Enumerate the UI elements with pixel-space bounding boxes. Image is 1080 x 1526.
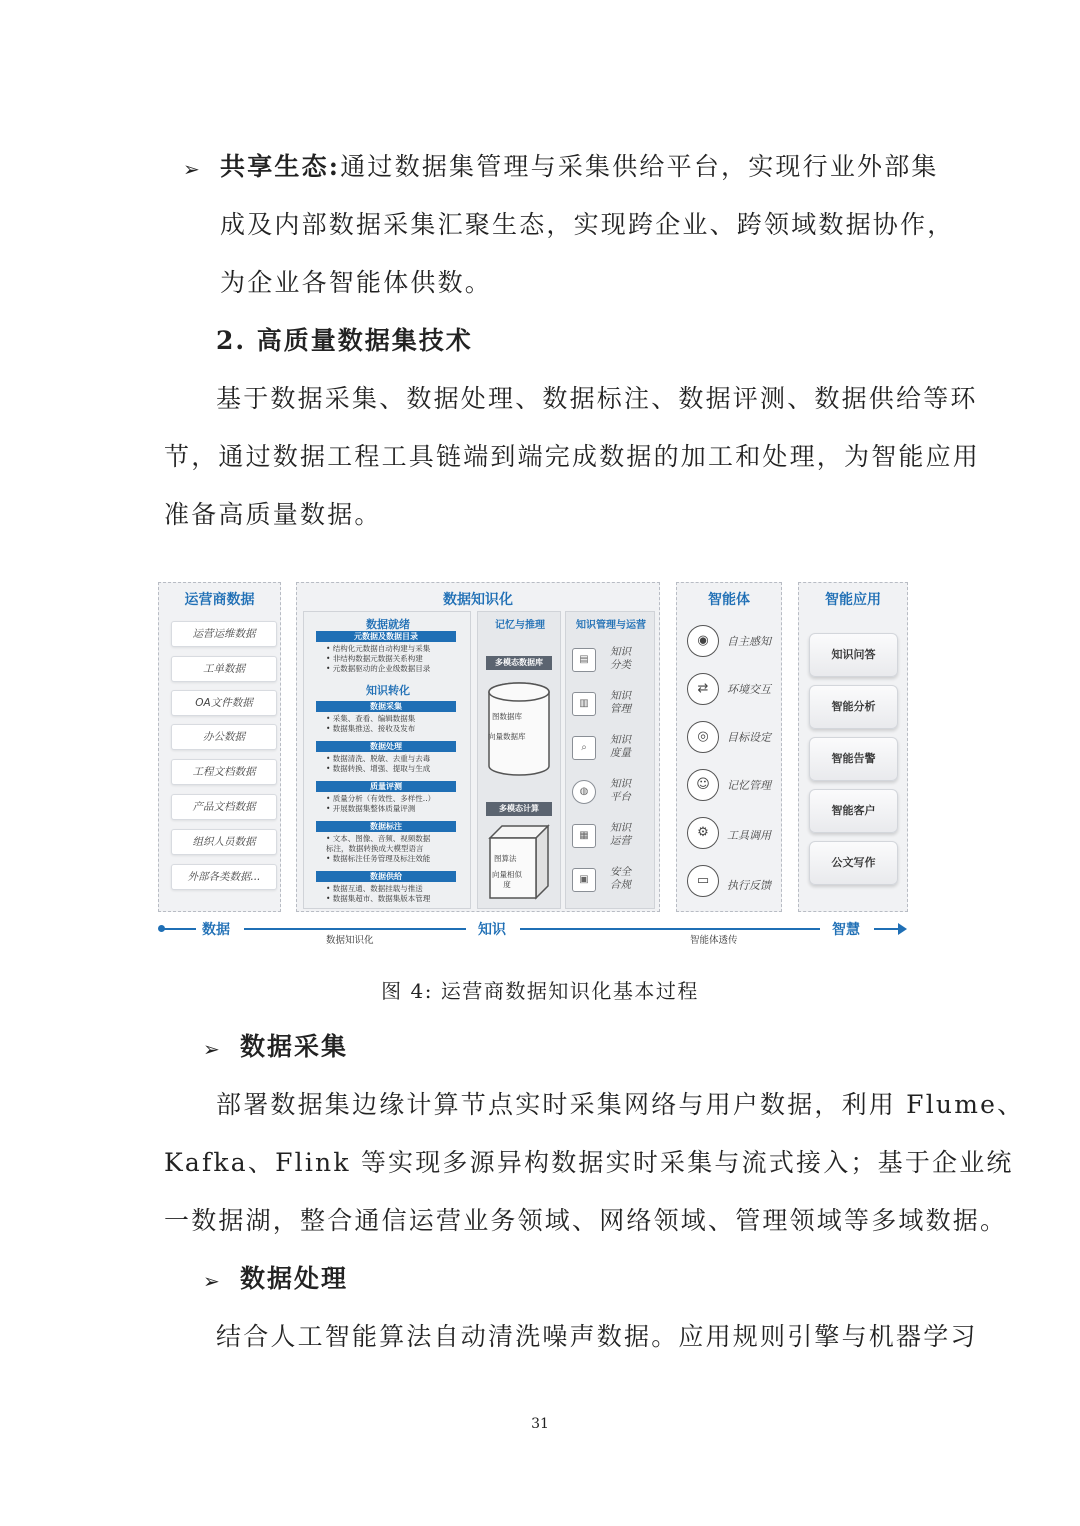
bullet-text: • 数据集推送、接收及发布 bbox=[326, 724, 416, 733]
column-smart-apps bbox=[798, 582, 908, 912]
bar-process: 数据处理 bbox=[316, 741, 456, 752]
km-item: 知识运营 bbox=[610, 822, 631, 847]
agent-item: 目标设定 bbox=[727, 731, 771, 744]
document-icon: ▤ bbox=[572, 648, 596, 672]
knowledge-mgmt-title: 知识管理与运营 bbox=[576, 620, 646, 631]
bullet-icon: ➢ bbox=[183, 157, 200, 181]
vector-similarity-label: 向量相似度 bbox=[492, 870, 522, 889]
memory-title: 记忆与推理 bbox=[495, 620, 545, 631]
app-item: 知识问答 bbox=[809, 633, 898, 677]
section4-line1: 结合人工智能算法自动清洗噪声数据。应用规则引擎与机器学习 bbox=[216, 1322, 978, 1351]
multimodal-db-tag: 多模态数据库 bbox=[486, 656, 552, 670]
bullet-text: • 非结构数据元数据关系构建 bbox=[326, 654, 423, 663]
flow-line bbox=[520, 928, 820, 930]
section1-text1: 通过数据集管理与采集供给平台，实现行业外部集 bbox=[340, 152, 939, 181]
shield-document-icon: ▣ bbox=[572, 868, 596, 892]
column-title: 智能体 bbox=[708, 592, 750, 608]
km-item: 知识管理 bbox=[610, 690, 631, 715]
flow-word-data: 数据 bbox=[202, 922, 230, 938]
source-item: 运营运维数据 bbox=[171, 621, 277, 647]
para2-line1: 基于数据采集、数据处理、数据标注、数据评测、数据供给等环 bbox=[216, 384, 978, 413]
tool-head-icon: ⚙ bbox=[687, 817, 719, 849]
bullet-text: • 文本、图像、音频、视频数据 bbox=[326, 834, 431, 843]
section3-line2: Kafka、Flink 等实现多源异构数据实时采集与流式接入；基于企业统 bbox=[164, 1148, 1014, 1177]
bullet-text: • 结构化元数据自动构建与采集 bbox=[326, 644, 431, 653]
app-item: 智能分析 bbox=[809, 685, 898, 729]
page-number: 31 bbox=[531, 1416, 549, 1432]
chart-icon: ▦ bbox=[572, 824, 596, 848]
flow-word-knowledge: 知识 bbox=[478, 922, 506, 938]
section1-line1 bbox=[220, 150, 939, 184]
bullet-text: • 采集、查看、编辑数据集 bbox=[326, 714, 416, 723]
km-item: 知识分类 bbox=[610, 646, 631, 671]
source-item: 组织人员数据 bbox=[171, 829, 277, 855]
app-item: 智能告警 bbox=[809, 737, 898, 781]
bullet-icon: ➢ bbox=[203, 1037, 220, 1061]
flow-line bbox=[874, 928, 900, 930]
column-title: 数据知识化 bbox=[443, 592, 513, 608]
source-item: OA文件数据 bbox=[171, 690, 277, 716]
target-icon: ◎ bbox=[687, 721, 719, 753]
graph-algorithm-label: 图算法 bbox=[494, 854, 517, 863]
app-item: 公文写作 bbox=[809, 841, 898, 885]
agent-item: 记忆管理 bbox=[727, 779, 771, 792]
para2-line2: 节，通过数据工程工具链端到端完成数据的加工和处理，为智能应用 bbox=[164, 442, 981, 471]
bullet-text: 标注，数据转换成大模型语言 bbox=[326, 844, 424, 853]
bullet-text: • 质量分析（有效性、多样性..） bbox=[326, 794, 436, 803]
graph-db-label: 图数据库 bbox=[492, 712, 522, 721]
document-icon: ▥ bbox=[572, 692, 596, 716]
flow-word-wisdom: 智慧 bbox=[832, 922, 860, 938]
bar-supply: 数据供给 bbox=[316, 871, 456, 882]
memory-reasoning-panel bbox=[477, 611, 561, 909]
database-cylinder-icon bbox=[484, 680, 554, 780]
km-item: 安全合规 bbox=[610, 866, 631, 891]
section1-line3: 为企业各智能体供数。 bbox=[220, 268, 493, 297]
memory-head-icon: ☺ bbox=[687, 769, 719, 801]
column-data-knowledge bbox=[296, 582, 660, 912]
data-ready-panel bbox=[303, 611, 471, 909]
column-agent bbox=[676, 582, 782, 912]
multimodal-compute-tag: 多模态计算 bbox=[486, 802, 552, 816]
bullet-text: • 元数据驱动的企业级数据目录 bbox=[326, 664, 431, 673]
section1-term: 共享生态: bbox=[220, 152, 341, 181]
flow-line bbox=[244, 928, 466, 930]
flow-line bbox=[164, 928, 196, 930]
column-title: 智能应用 bbox=[825, 592, 881, 608]
process-figure bbox=[158, 580, 908, 950]
section4-heading: 数据处理 bbox=[240, 1264, 349, 1293]
km-item: 知识平台 bbox=[610, 778, 631, 803]
agent-item: 工具调用 bbox=[727, 829, 771, 842]
bullet-icon: ➢ bbox=[203, 1269, 220, 1293]
bullet-text: • 数据集超市、数据集版本管理 bbox=[326, 894, 431, 903]
section3-line3: 一数据湖，整合通信运营业务领域、网络领域、管理领域等多域数据。 bbox=[164, 1206, 1008, 1235]
bullet-text: • 数据转换、增强、提取与生成 bbox=[326, 764, 431, 773]
flow-sub-label: 数据知识化 bbox=[326, 935, 374, 946]
knowledge-mgmt-panel bbox=[565, 611, 655, 909]
source-item: 产品文档数据 bbox=[171, 794, 277, 820]
column-title: 运营商数据 bbox=[184, 592, 255, 608]
section-heading: 2. 高质量数据集技术 bbox=[216, 326, 473, 355]
source-item: 工单数据 bbox=[171, 656, 277, 682]
globe-icon: ◍ bbox=[572, 780, 596, 804]
ready-title: 数据就绪 bbox=[366, 618, 410, 631]
flow-arrow-icon bbox=[898, 923, 907, 935]
source-item: 外部各类数据... bbox=[171, 864, 277, 890]
bar-metadata: 元数据及数据目录 bbox=[316, 631, 456, 642]
ai-head-icon: ◉ bbox=[687, 625, 719, 657]
vector-db-label: 向量数据库 bbox=[488, 732, 526, 741]
section3-line1: 部署数据集边缘计算节点实时采集网络与用户数据，利用 Flume、 bbox=[216, 1090, 1025, 1119]
bullet-text: • 开展数据集整体质量评测 bbox=[326, 804, 416, 813]
agent-item: 环境交互 bbox=[727, 683, 771, 696]
km-item: 知识度量 bbox=[610, 734, 631, 759]
transform-title: 知识转化 bbox=[366, 684, 410, 697]
section1-line2: 成及内部数据采集汇聚生态，实现跨企业、跨领域数据协作， bbox=[220, 210, 955, 239]
section3-heading: 数据采集 bbox=[240, 1032, 349, 1061]
column-operator-data bbox=[158, 582, 281, 912]
flow-sub-label: 智能体透传 bbox=[690, 935, 738, 946]
search-document-icon: ⌕ bbox=[572, 736, 596, 760]
folder-feedback-icon: ▭ bbox=[687, 865, 719, 897]
app-item: 智能客户 bbox=[809, 789, 898, 833]
source-item: 办公数据 bbox=[171, 724, 277, 750]
agent-item: 自主感知 bbox=[727, 635, 771, 648]
bullet-text: • 数据互通、数据挂载与推送 bbox=[326, 884, 423, 893]
bar-collect: 数据采集 bbox=[316, 701, 456, 712]
source-item: 工程文档数据 bbox=[171, 759, 277, 785]
bar-quality: 质量评测 bbox=[316, 781, 456, 792]
bullet-text: • 数据清洗、脱敏、去重与去毒 bbox=[326, 754, 431, 763]
exchange-icon: ⇄ bbox=[687, 673, 719, 705]
agent-item: 执行反馈 bbox=[727, 879, 771, 892]
bar-label: 数据标注 bbox=[316, 821, 456, 832]
para2-line3: 准备高质量数据。 bbox=[164, 500, 382, 529]
figure-caption: 图 4: 运营商数据知识化基本过程 bbox=[381, 979, 699, 1003]
bullet-text: • 数据标注任务管理及标注效能 bbox=[326, 854, 431, 863]
